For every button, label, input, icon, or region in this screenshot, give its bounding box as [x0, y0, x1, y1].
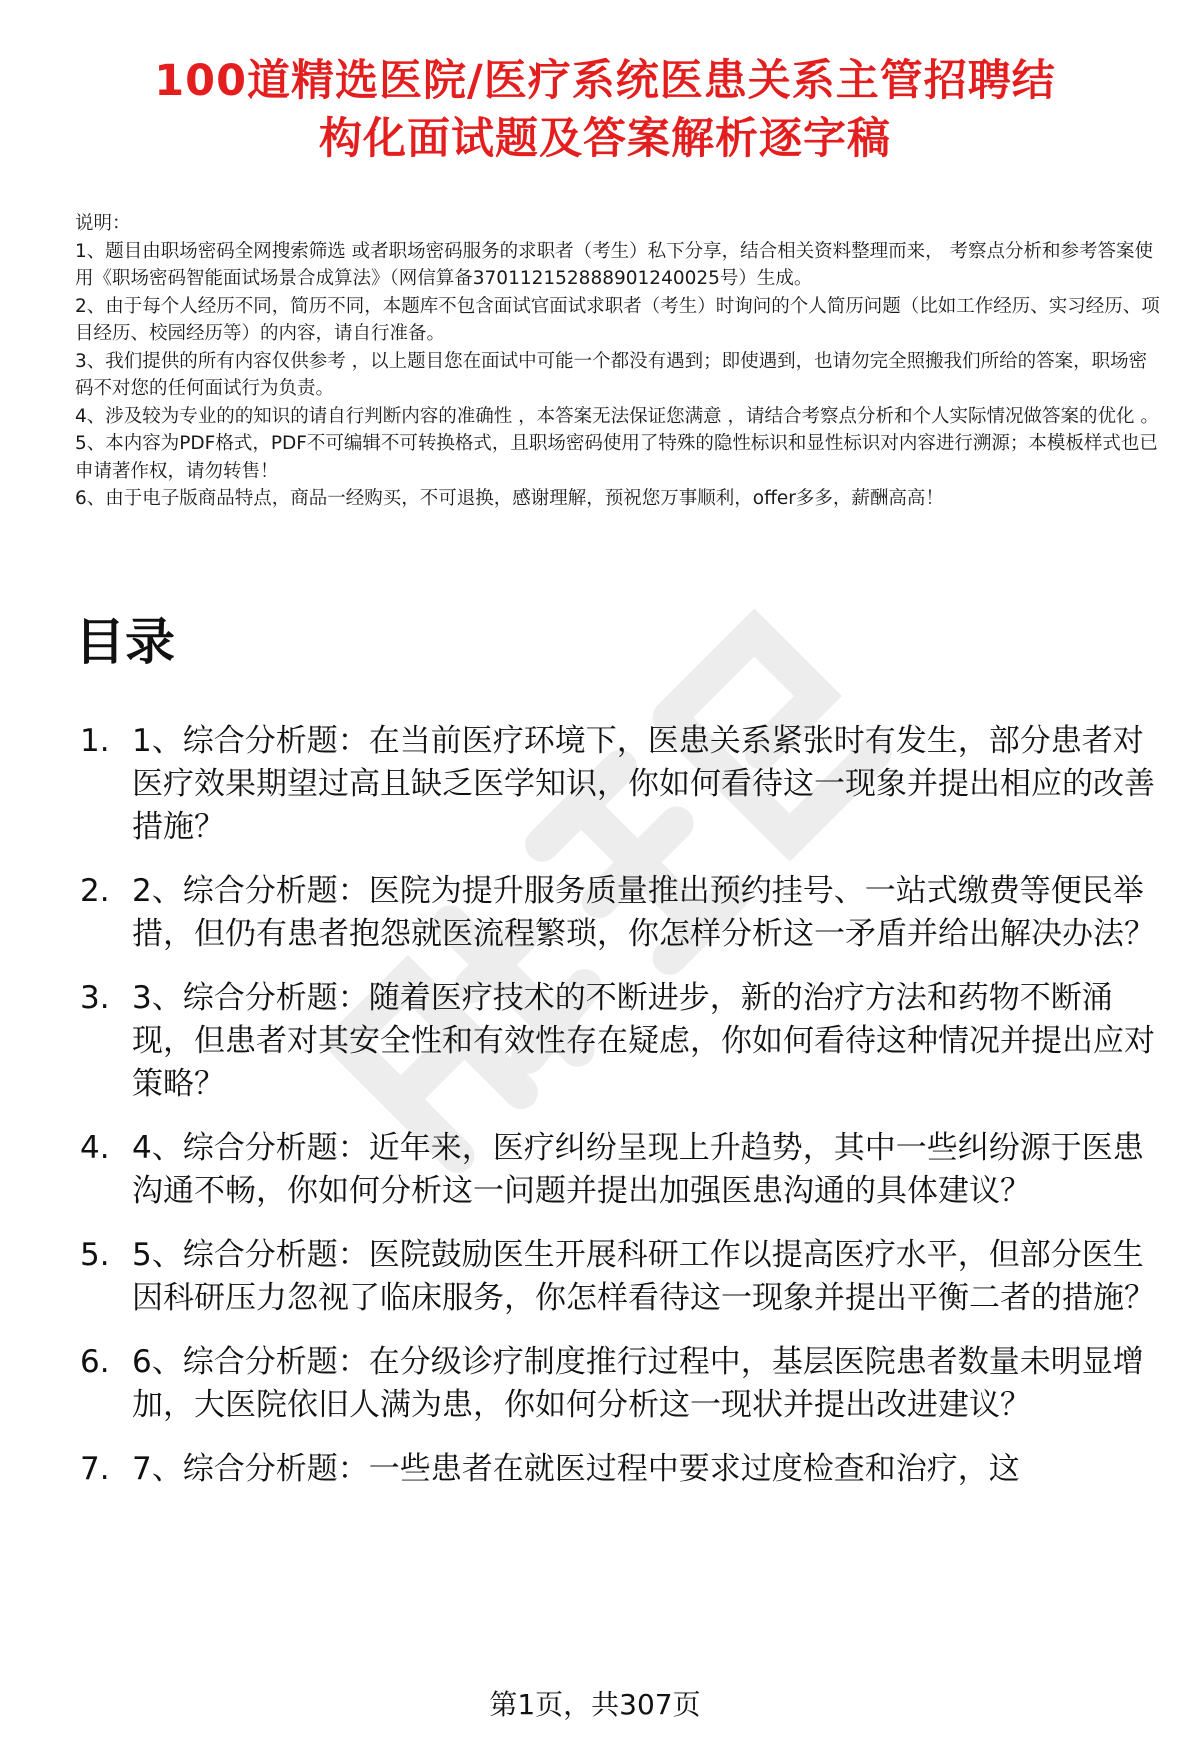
toc-item-text: 1、综合分析题：在当前医疗环境下，医患关系紧张时有发生，部分患者对医疗效果期望过高且缺乏医学知识，你如何看待这一现象并提出相应的改善措施？: [132, 723, 1155, 845]
note-item-2: 2、由于每个人经历不同，简历不同，本题库不包含面试官面试求职者（考生）时询问的个人简历问题（比如工作经历、实习经历、项目经历、校园经历等）的内容，请自行准备。: [75, 295, 1160, 344]
toc-item-text: 3、综合分析题：随着医疗技术的不断进步，新的治疗方法和药物不断涌现，但患者对其安全性和有效性存在疑虑，你如何看待这种情况并提出应对策略？: [132, 980, 1155, 1102]
document-title: [70, 52, 1140, 168]
title-line-2: 构化面试题及答案解析逐字稿: [319, 114, 891, 164]
toc-item-text: 5、综合分析题：医院鼓励医生开展科研工作以提高医疗水平，但部分医生因科研压力忽视了临床服务，你怎样看待这一现象并提出平衡二者的措施？: [132, 1237, 1155, 1316]
toc-item-7[interactable]: [80, 1448, 1170, 1491]
page-footer: 第1页，共307页: [489, 1688, 701, 1721]
toc-item-2[interactable]: [80, 870, 1170, 956]
note-item-6: 6、由于电子版商品特点，商品一经购买，不可退换，感谢理解，预祝您万事顺利，offer多多，薪酬高高！: [75, 488, 944, 509]
toc-item-4[interactable]: [80, 1127, 1170, 1213]
toc-item-number: 6.: [80, 1344, 110, 1380]
notes-section: [75, 210, 1160, 513]
toc-heading: 目录: [75, 613, 175, 671]
note-item-1: 1、题目由职场密码全网搜索筛选 或者职场密码服务的求职者（考生）私下分享，结合相关资料整理而来， 考察点分析和参考答案使用《职场密码智能面试场景合成算法》（网信算备370112152888901240025号）生成。: [75, 240, 1154, 289]
toc-item-number: 2.: [80, 873, 110, 909]
toc-item-3[interactable]: [80, 977, 1170, 1106]
note-item-4: 4、涉及较为专业的的知识的请自行判断内容的准确性 ，本答案无法保证您满意 ，请结合考察点分析和个人实际情况做答案的优化 。: [75, 405, 1159, 427]
toc-item-number: 5.: [80, 1237, 110, 1273]
toc-item-text: 2、综合分析题：医院为提升服务质量推出预约挂号、一站式缴费等便民举措，但仍有患者抱怨就医流程繁琐，你怎样分析这一矛盾并给出解决办法？: [132, 873, 1155, 952]
note-item-5: 5、本内容为PDF格式，PDF不可编辑不可转换格式，且职场密码使用了特殊的隐性标识和显性标识对内容进行溯源；本模板样式也已申请著作权，请勿转售！: [75, 433, 1158, 482]
toc-item-number: 7.: [80, 1451, 110, 1487]
note-item-3: 3、我们提供的所有内容仅供参考 ，以上题目您在面试中可能一个都没有遇到；即使遇到，也请勿完全照搬我们所给的答案，职场密码不对您的任何面试行为负责。: [75, 350, 1148, 399]
toc-item-text: 7、综合分析题：一些患者在就医过程中要求过度检查和治疗，这: [132, 1451, 1020, 1487]
toc-item-6[interactable]: [80, 1341, 1170, 1427]
toc-item-number: 1.: [80, 723, 110, 759]
toc-item-number: 3.: [80, 980, 110, 1016]
toc-item-text: 6、综合分析题：在分级诊疗制度推行过程中，基层医院患者数量未明显增加，大医院依旧人满为患，你如何分析这一现状并提出改进建议？: [132, 1344, 1144, 1423]
table-of-contents: [80, 720, 1170, 1512]
notes-heading: 说明：: [75, 213, 131, 234]
toc-item-5[interactable]: [80, 1234, 1170, 1320]
toc-item-text: 4、综合分析题：近年来，医疗纠纷呈现上升趋势，其中一些纠纷源于医患沟通不畅，你如何分析这一问题并提出加强医患沟通的具体建议？: [132, 1130, 1144, 1209]
title-line-1: 100道精选医院/医疗系统医患关系主管招聘结: [154, 56, 1056, 106]
toc-item-number: 4.: [80, 1130, 110, 1166]
toc-item-1[interactable]: [80, 720, 1170, 849]
